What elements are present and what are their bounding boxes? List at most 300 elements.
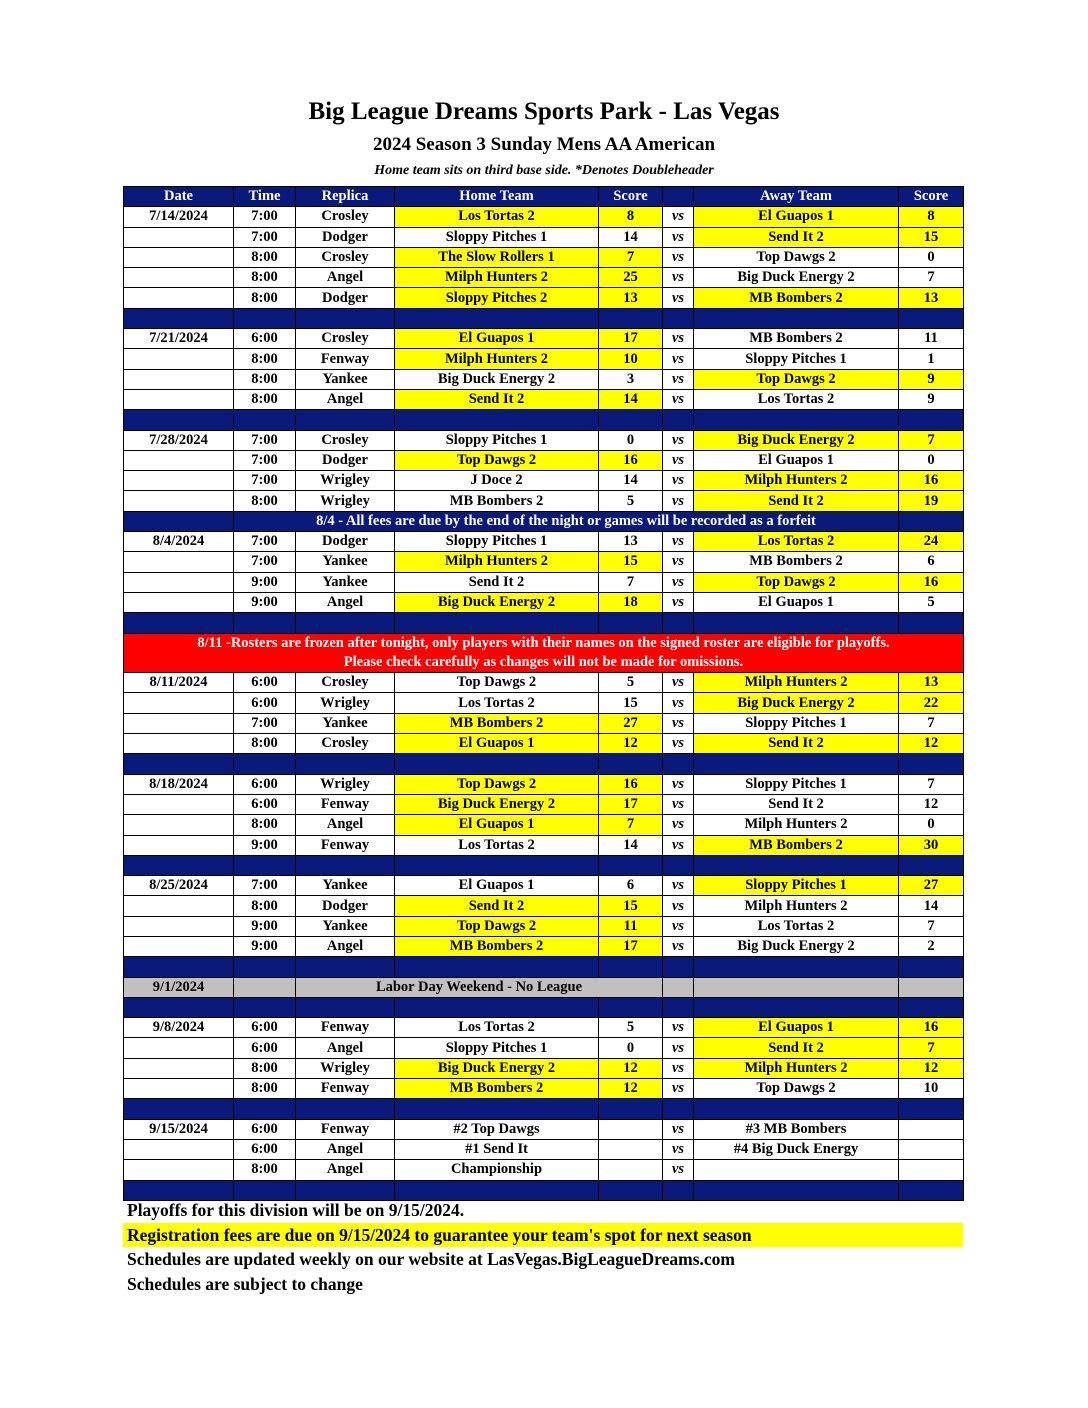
- home-score-cell: 14: [599, 227, 663, 247]
- away-score-cell: 13: [899, 673, 964, 693]
- home-score-cell: 16: [599, 774, 663, 794]
- blank-cell: [124, 511, 234, 531]
- game-row: [124, 1119, 964, 1139]
- away-score-cell: [899, 977, 964, 997]
- vs-cell: vs: [663, 450, 694, 470]
- replica-cell: Dodger: [296, 288, 395, 308]
- away-team-cell: Big Duck Energy 2: [694, 268, 899, 288]
- away-team-cell: Sloppy Pitches 1: [694, 774, 899, 794]
- home-score-cell: 17: [599, 329, 663, 349]
- change-note: Schedules are subject to change: [127, 1274, 363, 1294]
- home-score-cell: 7: [599, 247, 663, 267]
- away-team-cell: MB Bombers 2: [694, 835, 899, 855]
- replica-cell: Angel: [296, 1160, 395, 1180]
- replica-cell: Fenway: [296, 794, 395, 814]
- separator-cell: [694, 613, 899, 633]
- home-team-cell: Big Duck Energy 2: [395, 592, 599, 612]
- separator-cell: [663, 754, 694, 774]
- vs-cell: [663, 977, 694, 997]
- time-cell: 8:00: [234, 1160, 296, 1180]
- replica-cell: Yankee: [296, 572, 395, 592]
- game-row: [124, 572, 964, 592]
- separator-cell: [234, 613, 296, 633]
- away-score-cell: 13: [899, 288, 964, 308]
- away-team-cell: Big Duck Energy 2: [694, 430, 899, 450]
- time-cell: 7:00: [234, 552, 296, 572]
- table-header-row: [124, 187, 964, 207]
- separator-cell: [599, 855, 663, 875]
- vs-cell: vs: [663, 329, 694, 349]
- vs-cell: vs: [663, 491, 694, 511]
- separator-cell: [296, 1099, 395, 1119]
- col-header-away-score: Score: [899, 187, 964, 207]
- date-cell: [124, 794, 234, 814]
- separator-cell: [296, 754, 395, 774]
- game-row: [124, 592, 964, 612]
- separator-cell: [599, 957, 663, 977]
- date-cell: [124, 916, 234, 936]
- separator-cell: [694, 997, 899, 1017]
- home-score-cell: 17: [599, 794, 663, 814]
- page-title: Big League Dreams Sports Park - Las Vegas: [308, 98, 780, 125]
- separator-cell: [395, 997, 599, 1017]
- date-cell: [124, 389, 234, 409]
- replica-cell: Crosley: [296, 430, 395, 450]
- home-score-cell: 13: [599, 532, 663, 552]
- game-row: [124, 491, 964, 511]
- replica-cell: Fenway: [296, 1079, 395, 1099]
- date-cell: [124, 1139, 234, 1159]
- home-team-cell: Los Tortas 2: [395, 693, 599, 713]
- vs-cell: vs: [663, 207, 694, 227]
- date-cell: 9/15/2024: [124, 1119, 234, 1139]
- vs-cell: vs: [663, 247, 694, 267]
- date-cell: [124, 592, 234, 612]
- game-row: [124, 1160, 964, 1180]
- away-team-cell: El Guapos 1: [694, 450, 899, 470]
- alert-line-1: 8/11 -Rosters are frozen after tonight, only players with their names on the signed roster are eligible for playoffs.: [197, 634, 890, 651]
- home-score-cell: 3: [599, 369, 663, 389]
- time-cell: 9:00: [234, 835, 296, 855]
- date-cell: [124, 936, 234, 956]
- replica-cell: Wrigley: [296, 693, 395, 713]
- separator-cell: [124, 997, 234, 1017]
- away-team-cell: Sloppy Pitches 1: [694, 713, 899, 733]
- replica-cell: Dodger: [296, 450, 395, 470]
- date-cell: [124, 369, 234, 389]
- game-row: [124, 349, 964, 369]
- home-team-cell: Los Tortas 2: [395, 207, 599, 227]
- date-cell: 9/1/2024: [124, 977, 234, 997]
- time-cell: 8:00: [234, 369, 296, 389]
- vs-cell: vs: [663, 1139, 694, 1159]
- time-cell: 6:00: [234, 794, 296, 814]
- time-cell: 7:00: [234, 713, 296, 733]
- vs-cell: vs: [663, 896, 694, 916]
- separator-cell: [296, 855, 395, 875]
- away-score-cell: 7: [899, 713, 964, 733]
- away-score-cell: 0: [899, 450, 964, 470]
- separator-row: [124, 855, 964, 875]
- time-cell: 9:00: [234, 916, 296, 936]
- home-score-cell: 7: [599, 572, 663, 592]
- separator-row: [124, 613, 964, 633]
- game-row: [124, 532, 964, 552]
- away-score-cell: 7: [899, 916, 964, 936]
- away-team-cell: El Guapos 1: [694, 207, 899, 227]
- separator-cell: [234, 410, 296, 430]
- date-cell: [124, 1079, 234, 1099]
- home-score-cell: 17: [599, 936, 663, 956]
- no-league-text: Labor Day Weekend - No League: [296, 977, 663, 997]
- home-score-cell: 12: [599, 734, 663, 754]
- playoffs-note: Playoffs for this division will be on 9/15/2024.: [127, 1200, 465, 1220]
- home-team-cell: Milph Hunters 2: [395, 268, 599, 288]
- away-team-cell: Send It 2: [694, 1038, 899, 1058]
- home-score-cell: 15: [599, 552, 663, 572]
- separator-cell: [694, 957, 899, 977]
- replica-cell: Fenway: [296, 1119, 395, 1139]
- vs-cell: vs: [663, 673, 694, 693]
- vs-cell: vs: [663, 1018, 694, 1038]
- alert-cell: [124, 633, 964, 673]
- col-header-time: Time: [234, 187, 296, 207]
- away-score-cell: 1: [899, 349, 964, 369]
- website-note: Schedules are updated weekly on our website at LasVegas.BigLeagueDreams.com: [127, 1249, 735, 1269]
- home-score-cell: [599, 1139, 663, 1159]
- vs-cell: vs: [663, 916, 694, 936]
- date-cell: [124, 227, 234, 247]
- replica-cell: Wrigley: [296, 774, 395, 794]
- date-cell: [124, 693, 234, 713]
- home-team-cell: Top Dawgs 2: [395, 450, 599, 470]
- home-score-cell: 15: [599, 896, 663, 916]
- home-team-cell: MB Bombers 2: [395, 713, 599, 733]
- away-team-cell: Big Duck Energy 2: [694, 693, 899, 713]
- notice-row: [124, 511, 964, 531]
- separator-cell: [395, 410, 599, 430]
- home-team-cell: El Guapos 1: [395, 329, 599, 349]
- separator-cell: [694, 1099, 899, 1119]
- home-score-cell: 7: [599, 815, 663, 835]
- home-team-cell: MB Bombers 2: [395, 936, 599, 956]
- separator-row: [124, 997, 964, 1017]
- separator-row: [124, 1099, 964, 1119]
- vs-cell: vs: [663, 835, 694, 855]
- time-cell: 9:00: [234, 592, 296, 612]
- game-row: [124, 247, 964, 267]
- away-team-cell: [694, 1160, 899, 1180]
- separator-cell: [124, 410, 234, 430]
- away-team-cell: Top Dawgs 2: [694, 369, 899, 389]
- time-cell: 8:00: [234, 734, 296, 754]
- replica-cell: Crosley: [296, 734, 395, 754]
- time-cell: 7:00: [234, 227, 296, 247]
- home-score-cell: 14: [599, 835, 663, 855]
- vs-cell: vs: [663, 430, 694, 450]
- away-team-cell: #3 MB Bombers: [694, 1119, 899, 1139]
- date-cell: [124, 471, 234, 491]
- away-team-cell: Big Duck Energy 2: [694, 936, 899, 956]
- home-team-cell: Sloppy Pitches 1: [395, 532, 599, 552]
- home-team-cell: MB Bombers 2: [395, 491, 599, 511]
- separator-cell: [899, 308, 964, 328]
- home-score-cell: 5: [599, 673, 663, 693]
- home-team-cell: Top Dawgs 2: [395, 673, 599, 693]
- col-header-replica: Replica: [296, 187, 395, 207]
- date-cell: 8/18/2024: [124, 774, 234, 794]
- away-team-cell: Send It 2: [694, 227, 899, 247]
- schedule-note: Home team sits on third base side. *Denotes Doubleheader: [374, 163, 714, 178]
- home-team-cell: Big Duck Energy 2: [395, 369, 599, 389]
- home-team-cell: Send It 2: [395, 389, 599, 409]
- time-cell: 8:00: [234, 491, 296, 511]
- home-team-cell: El Guapos 1: [395, 815, 599, 835]
- replica-cell: Yankee: [296, 552, 395, 572]
- game-row: [124, 450, 964, 470]
- time-cell: 8:00: [234, 389, 296, 409]
- vs-cell: vs: [663, 794, 694, 814]
- game-row: [124, 936, 964, 956]
- separator-cell: [124, 754, 234, 774]
- away-score-cell: 30: [899, 835, 964, 855]
- separator-row: [124, 410, 964, 430]
- separator-cell: [124, 613, 234, 633]
- away-score-cell: 22: [899, 693, 964, 713]
- away-score-cell: 8: [899, 207, 964, 227]
- away-team-cell: El Guapos 1: [694, 592, 899, 612]
- date-cell: [124, 835, 234, 855]
- replica-cell: Dodger: [296, 227, 395, 247]
- separator-row: [124, 957, 964, 977]
- separator-cell: [234, 997, 296, 1017]
- time-cell: 6:00: [234, 1139, 296, 1159]
- date-cell: 7/14/2024: [124, 207, 234, 227]
- away-team-cell: Top Dawgs 2: [694, 1079, 899, 1099]
- separator-cell: [663, 613, 694, 633]
- game-row: [124, 1058, 964, 1078]
- col-header-vs: [663, 187, 694, 207]
- away-team-cell: El Guapos 1: [694, 1018, 899, 1038]
- alert-row: [124, 633, 964, 673]
- separator-cell: [296, 410, 395, 430]
- replica-cell: Angel: [296, 1038, 395, 1058]
- away-team-cell: #4 Big Duck Energy: [694, 1139, 899, 1159]
- game-row: [124, 916, 964, 936]
- home-team-cell: J Doce 2: [395, 471, 599, 491]
- away-team-cell: Send It 2: [694, 734, 899, 754]
- time-cell: 8:00: [234, 247, 296, 267]
- date-cell: [124, 896, 234, 916]
- vs-cell: vs: [663, 1079, 694, 1099]
- separator-cell: [296, 308, 395, 328]
- vs-cell: vs: [663, 268, 694, 288]
- game-row: [124, 1038, 964, 1058]
- col-header-home-team: Home Team: [395, 187, 599, 207]
- replica-cell: Fenway: [296, 1018, 395, 1038]
- date-cell: 8/4/2024: [124, 532, 234, 552]
- home-score-cell: 8: [599, 207, 663, 227]
- away-team-cell: [694, 977, 899, 997]
- away-score-cell: 16: [899, 572, 964, 592]
- home-score-cell: 13: [599, 288, 663, 308]
- date-cell: [124, 1058, 234, 1078]
- alert-line-2: Please check carefully as changes will not be made for omissions.: [343, 653, 744, 670]
- replica-cell: Wrigley: [296, 471, 395, 491]
- away-team-cell: MB Bombers 2: [694, 288, 899, 308]
- registration-note: Registration fees are due on 9/15/2024 to guarantee your team's spot for next season: [123, 1223, 963, 1247]
- col-header-away-team: Away Team: [694, 187, 899, 207]
- vs-cell: vs: [663, 552, 694, 572]
- vs-cell: vs: [663, 1058, 694, 1078]
- away-team-cell: Milph Hunters 2: [694, 673, 899, 693]
- away-team-cell: Milph Hunters 2: [694, 471, 899, 491]
- game-row: [124, 471, 964, 491]
- home-team-cell: Championship: [395, 1160, 599, 1180]
- separator-cell: [234, 308, 296, 328]
- game-row: [124, 1018, 964, 1038]
- date-cell: 7/28/2024: [124, 430, 234, 450]
- time-cell: 6:00: [234, 1018, 296, 1038]
- separator-cell: [899, 997, 964, 1017]
- home-score-cell: 16: [599, 450, 663, 470]
- blank-cell: [899, 511, 964, 531]
- date-cell: [124, 572, 234, 592]
- separator-cell: [899, 855, 964, 875]
- replica-cell: Crosley: [296, 247, 395, 267]
- away-team-cell: Los Tortas 2: [694, 389, 899, 409]
- away-score-cell: 7: [899, 1038, 964, 1058]
- separator-cell: [599, 997, 663, 1017]
- col-header-home-score: Score: [599, 187, 663, 207]
- game-row: [124, 774, 964, 794]
- vs-cell: vs: [663, 227, 694, 247]
- home-team-cell: Top Dawgs 2: [395, 774, 599, 794]
- separator-cell: [234, 957, 296, 977]
- away-score-cell: 9: [899, 369, 964, 389]
- away-score-cell: 0: [899, 247, 964, 267]
- game-row: [124, 389, 964, 409]
- game-row: [124, 896, 964, 916]
- separator-cell: [663, 957, 694, 977]
- away-score-cell: 12: [899, 794, 964, 814]
- notice-text: 8/4 - All fees are due by the end of the night or games will be recorded as a forfeit: [234, 511, 899, 531]
- separator-cell: [234, 754, 296, 774]
- separator-cell: [899, 613, 964, 633]
- away-team-cell: MB Bombers 2: [694, 329, 899, 349]
- home-team-cell: Sloppy Pitches 1: [395, 1038, 599, 1058]
- home-team-cell: Sloppy Pitches 1: [395, 430, 599, 450]
- time-cell: 8:00: [234, 1079, 296, 1099]
- home-score-cell: 14: [599, 389, 663, 409]
- separator-cell: [599, 308, 663, 328]
- vs-cell: vs: [663, 876, 694, 896]
- replica-cell: Yankee: [296, 713, 395, 733]
- away-score-cell: 2: [899, 936, 964, 956]
- separator-cell: [124, 957, 234, 977]
- separator-cell: [395, 855, 599, 875]
- away-score-cell: 15: [899, 227, 964, 247]
- date-cell: 9/8/2024: [124, 1018, 234, 1038]
- home-team-cell: Send It 2: [395, 572, 599, 592]
- date-cell: [124, 734, 234, 754]
- home-team-cell: Big Duck Energy 2: [395, 1058, 599, 1078]
- replica-cell: Yankee: [296, 369, 395, 389]
- away-team-cell: Los Tortas 2: [694, 916, 899, 936]
- game-row: [124, 835, 964, 855]
- time-cell: 8:00: [234, 1058, 296, 1078]
- home-team-cell: #1 Send It: [395, 1139, 599, 1159]
- away-score-cell: 14: [899, 896, 964, 916]
- away-score-cell: 16: [899, 1018, 964, 1038]
- away-team-cell: Los Tortas 2: [694, 532, 899, 552]
- game-row: [124, 369, 964, 389]
- separator-cell: [663, 410, 694, 430]
- time-cell: 6:00: [234, 1038, 296, 1058]
- date-cell: 8/25/2024: [124, 876, 234, 896]
- game-row: [124, 329, 964, 349]
- vs-cell: vs: [663, 572, 694, 592]
- time-cell: 6:00: [234, 774, 296, 794]
- away-score-cell: 11: [899, 329, 964, 349]
- time-cell: 8:00: [234, 815, 296, 835]
- home-score-cell: 25: [599, 268, 663, 288]
- home-score-cell: 5: [599, 1018, 663, 1038]
- separator-cell: [599, 754, 663, 774]
- separator-cell: [296, 613, 395, 633]
- away-team-cell: Top Dawgs 2: [694, 247, 899, 267]
- time-cell: 7:00: [234, 532, 296, 552]
- away-score-cell: 12: [899, 734, 964, 754]
- home-score-cell: 14: [599, 471, 663, 491]
- separator-cell: [124, 1099, 234, 1119]
- home-team-cell: The Slow Rollers 1: [395, 247, 599, 267]
- separator-cell: [663, 1099, 694, 1119]
- away-team-cell: Sloppy Pitches 1: [694, 876, 899, 896]
- home-team-cell: Sloppy Pitches 2: [395, 288, 599, 308]
- home-score-cell: 5: [599, 491, 663, 511]
- home-team-cell: El Guapos 1: [395, 734, 599, 754]
- home-team-cell: Send It 2: [395, 896, 599, 916]
- date-cell: [124, 1160, 234, 1180]
- replica-cell: Angel: [296, 592, 395, 612]
- away-team-cell: Milph Hunters 2: [694, 815, 899, 835]
- home-score-cell: 12: [599, 1079, 663, 1099]
- away-score-cell: [899, 1119, 964, 1139]
- separator-cell: [296, 957, 395, 977]
- away-score-cell: 0: [899, 815, 964, 835]
- away-score-cell: 12: [899, 1058, 964, 1078]
- vs-cell: vs: [663, 471, 694, 491]
- replica-cell: Yankee: [296, 876, 395, 896]
- separator-cell: [694, 754, 899, 774]
- date-cell: [124, 552, 234, 572]
- away-team-cell: Send It 2: [694, 491, 899, 511]
- home-score-cell: 27: [599, 713, 663, 733]
- separator-cell: [395, 1099, 599, 1119]
- game-row: [124, 430, 964, 450]
- away-score-cell: 24: [899, 532, 964, 552]
- away-score-cell: 9: [899, 389, 964, 409]
- home-score-cell: [599, 1119, 663, 1139]
- game-row: [124, 207, 964, 227]
- replica-cell: Wrigley: [296, 491, 395, 511]
- home-team-cell: MB Bombers 2: [395, 1079, 599, 1099]
- game-row: [124, 734, 964, 754]
- time-cell: 8:00: [234, 896, 296, 916]
- game-row: [124, 673, 964, 693]
- vs-cell: vs: [663, 349, 694, 369]
